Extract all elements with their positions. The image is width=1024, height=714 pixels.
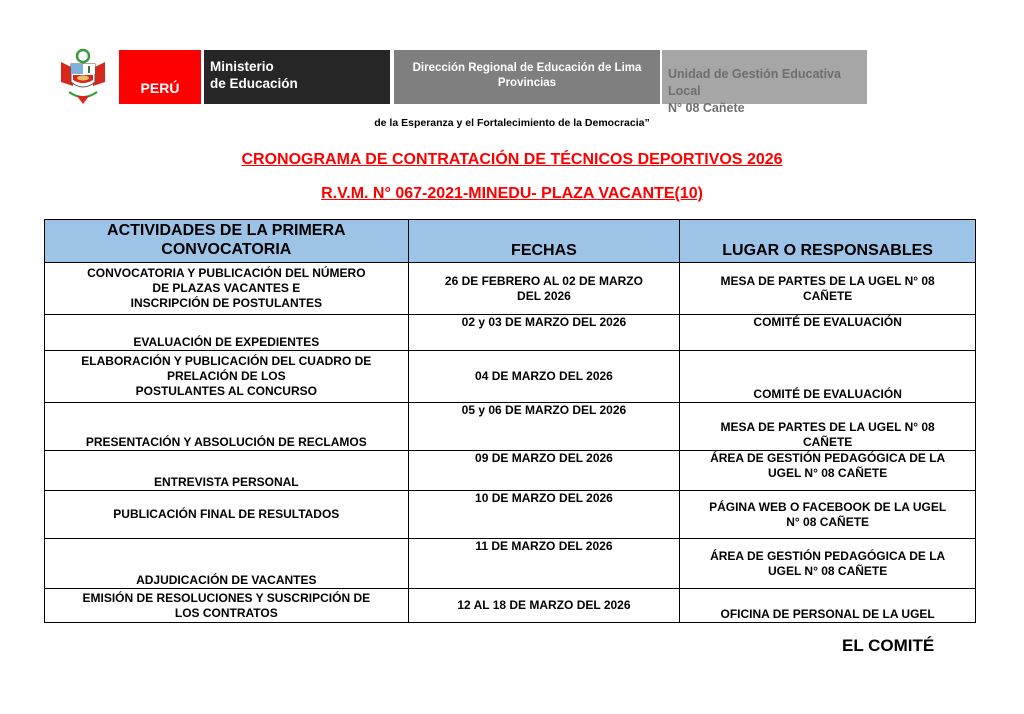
date-cell: [408, 351, 680, 403]
document-title: CRONOGRAMA DE CONTRATACIÓN DE TÉCNICOS DEPORTIVOS 2026: [241, 151, 783, 168]
place-cell-line: CAÑETE: [802, 288, 853, 303]
activity-cell-line: ENTREVISTA PERSONAL: [153, 475, 299, 489]
activity-cell: [45, 403, 409, 451]
place-cell-line: MESA DE PARTES DE LA UGEL N° 08: [720, 420, 935, 434]
date-cell: [408, 491, 680, 539]
activity-cell-line: PRESENTACIÓN Y ABSOLUCIÓN DE RECLAMOS: [85, 435, 367, 449]
header-activities: [45, 220, 409, 263]
date-cell-line: 09 DE MARZO DEL 2026: [475, 451, 613, 465]
activity-cell-line: ELABORACIÓN Y PUBLICACIÓN DEL CUADRO DE: [81, 354, 372, 368]
place-cell-line: CAÑETE: [802, 435, 853, 449]
place-cell: [680, 403, 976, 451]
regional-direction-label: [394, 50, 660, 104]
place-cell: [680, 491, 976, 539]
place-cell-line: COMITÉ DE EVALUACIÓN: [753, 387, 902, 401]
activity-cell: [45, 539, 409, 589]
schedule-table: [44, 219, 976, 623]
ministry-line-1: Ministerio: [210, 59, 274, 74]
activity-cell-line: ADJUDICACIÓN DE VACANTES: [136, 573, 317, 587]
year-motto: de la Esperanza y el Fortalecimiento de la Democracia”: [374, 117, 650, 129]
ugel-line-1: Unidad de Gestión Educativa Local: [668, 67, 841, 98]
activity-cell-line: EVALUACIÓN DE EXPEDIENTES: [133, 335, 320, 349]
activity-cell-line: INSCRIPCIÓN DE POSTULANTES: [130, 296, 322, 310]
activity-cell: [45, 451, 409, 491]
date-cell-line: DEL 2026: [517, 288, 571, 303]
place-cell: [680, 351, 976, 403]
place-cell-line: PÁGINA WEB O FACEBOOK DE LA UGEL: [709, 499, 947, 514]
header-place: LUGAR O RESPONSABLES: [680, 220, 976, 263]
header-activities-line-1: ACTIVIDADES DE LA PRIMERA: [107, 222, 346, 239]
date-cell-line: 10 DE MARZO DEL 2026: [475, 491, 613, 505]
activity-cell: [45, 589, 409, 623]
peru-coat-of-arms-icon: [55, 42, 111, 108]
peru-label: [119, 50, 201, 104]
place-cell-line: OFICINA DE PERSONAL DE LA UGEL: [720, 607, 935, 621]
table-row: [45, 263, 976, 315]
table-header-row: [45, 220, 976, 263]
activity-cell-line: LOS CONTRATOS: [174, 605, 278, 620]
activity-cell-line: DE PLAZAS VACANTES E: [152, 281, 301, 295]
activity-cell: [45, 491, 409, 539]
date-cell-line: 05 y 06 DE MARZO DEL 2026: [461, 403, 627, 417]
ministry-label: [204, 50, 390, 104]
date-cell-line: 26 DE FEBRERO AL 02 DE MARZO: [444, 273, 643, 288]
table-row: [45, 589, 976, 623]
document-subtitle: R.V.M. N° 067-2021-MINEDU- PLAZA VACANTE(10): [321, 185, 703, 202]
activity-cell: [45, 351, 409, 403]
table-row: [45, 539, 976, 589]
letterhead: [55, 50, 867, 115]
date-cell: [408, 589, 680, 623]
place-cell: [680, 539, 976, 589]
header-activities-line-2: CONVOCATORIA: [161, 241, 292, 258]
date-cell-line: 04 DE MARZO DEL 2026: [475, 369, 613, 383]
activity-cell-line: EMISIÓN DE RESOLUCIONES Y SUSCRIPCIÓN DE: [82, 590, 371, 605]
activity-cell-line: POSTULANTES AL CONCURSO: [135, 384, 317, 398]
date-cell: [408, 315, 680, 351]
activity-cell-line: PUBLICACIÓN FINAL DE RESULTADOS: [113, 507, 340, 521]
table-row: [45, 315, 976, 351]
ugel-line-2: N° 08 Cañete: [668, 101, 745, 115]
activity-cell-line: CONVOCATORIA Y PUBLICACIÓN DEL NÚMERO: [87, 266, 366, 280]
activity-cell-line: PRELACIÓN DE LOS: [166, 369, 286, 383]
place-cell: [680, 589, 976, 623]
date-cell: [408, 539, 680, 589]
table-row: [45, 451, 976, 491]
date-cell: [408, 403, 680, 451]
date-cell: [408, 451, 680, 491]
place-cell: [680, 263, 976, 315]
activity-cell: [45, 315, 409, 351]
table-row: [45, 491, 976, 539]
table-row: [45, 351, 976, 403]
place-cell-line: UGEL N° 08 CAÑETE: [767, 563, 888, 578]
place-cell: [680, 315, 976, 351]
date-cell-line: 02 y 03 DE MARZO DEL 2026: [461, 315, 627, 329]
place-cell-line: N° 08 CAÑETE: [786, 514, 870, 529]
regional-line-1: Dirección Regional de Educación de Lima: [412, 62, 642, 74]
place-cell-line: ÁREA DE GESTIÓN PEDAGÓGICA DE LA: [710, 451, 946, 465]
place-cell-line: MESA DE PARTES DE LA UGEL N° 08: [720, 273, 935, 288]
peru-text: PERÚ: [140, 80, 180, 96]
activity-cell: [45, 263, 409, 315]
signature: EL COMITÉ: [842, 636, 935, 655]
ugel-label: [662, 50, 867, 115]
place-cell: [680, 451, 976, 491]
place-cell-line: UGEL N° 08 CAÑETE: [767, 466, 888, 480]
ministry-line-2: de Educación: [210, 76, 298, 91]
date-cell-line: 12 AL 18 DE MARZO DEL 2026: [457, 598, 631, 612]
place-cell-line: ÁREA DE GESTIÓN PEDAGÓGICA DE LA: [710, 548, 946, 563]
place-cell-line: COMITÉ DE EVALUACIÓN: [753, 315, 902, 329]
regional-line-2: Provincias: [497, 77, 557, 89]
table-row: [45, 403, 976, 451]
date-cell-line: 11 DE MARZO DEL 2026: [475, 539, 613, 553]
date-cell: [408, 263, 680, 315]
header-dates: FECHAS: [408, 220, 680, 263]
